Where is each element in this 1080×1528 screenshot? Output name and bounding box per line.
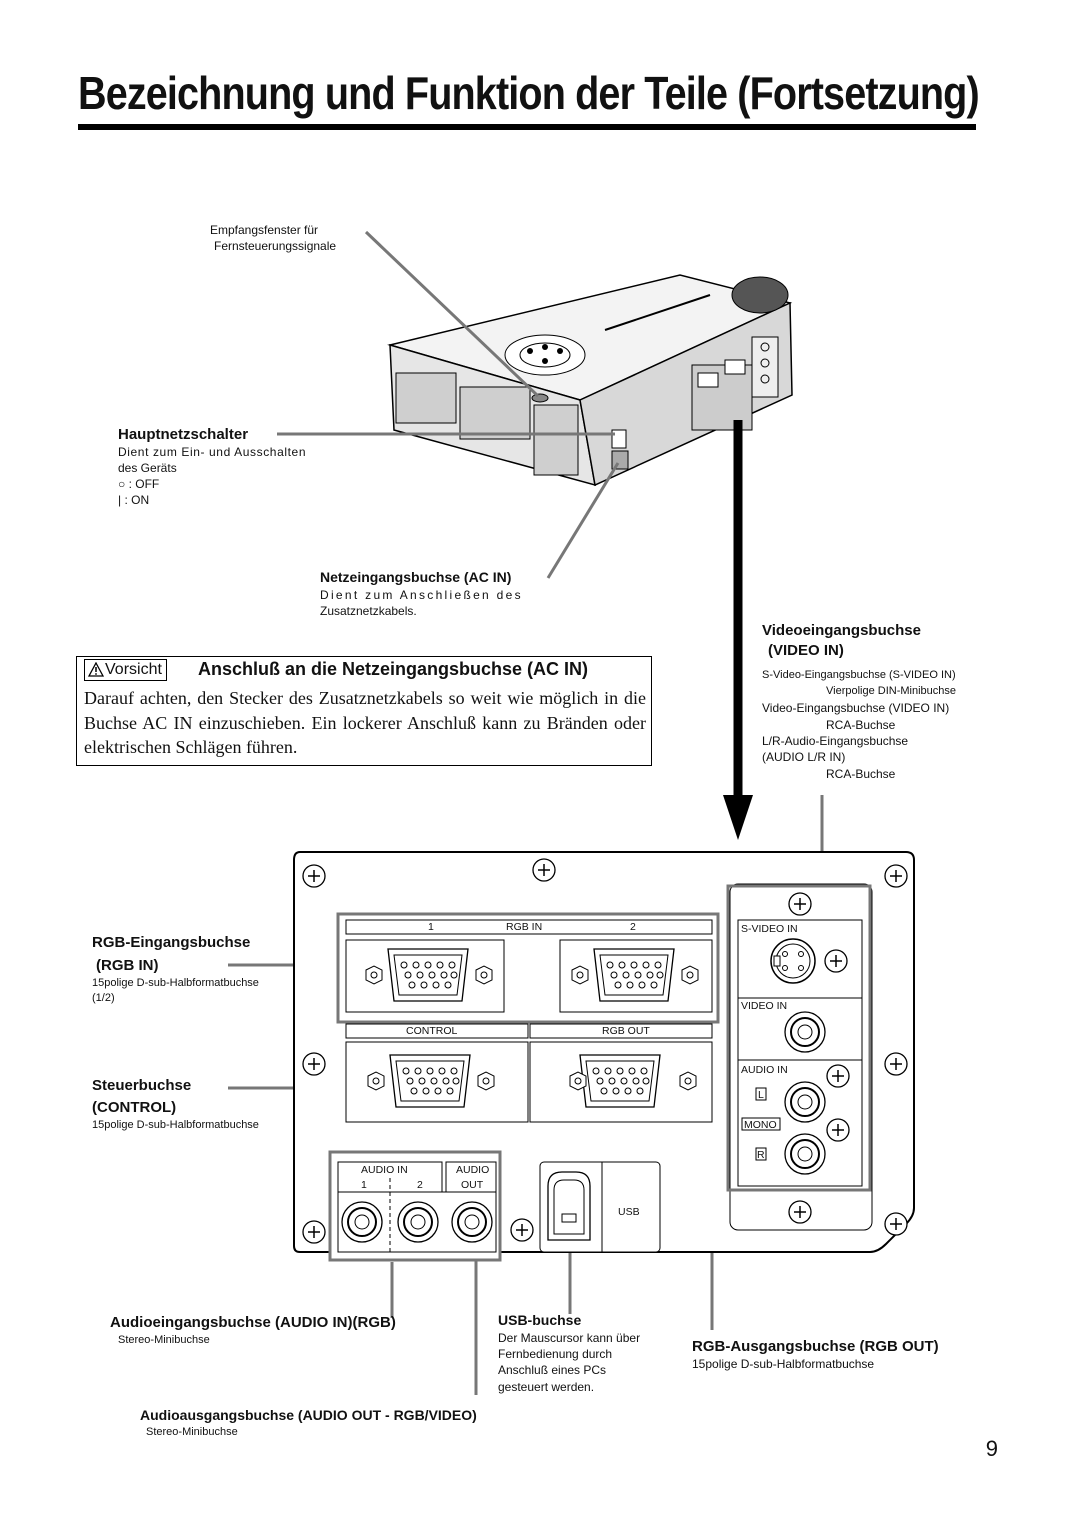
page-number: 9 (985, 1436, 998, 1461)
video-in-line-1: S-Video-Eingangsbuchse (S-VIDEO IN) (762, 669, 956, 681)
mono-label: MONO (744, 1119, 777, 1131)
audio-out-label-1: AUDIO (456, 1164, 490, 1176)
warning-body: Darauf achten, den Stecker des Zusatznetzkabels so weit wie möglich in die Buchse AC IN einzuschieben. Ein lockerer Anschluß kann zu Bränden oder elektrischen Schlägen führen. (84, 688, 646, 757)
warning-heading: Anschluß an die Netzeingangsbuchse (AC IN) (198, 659, 589, 679)
rgb-in-desc-2: (1/2) (92, 992, 115, 1004)
video-in-title-2: (VIDEO IN) (768, 642, 844, 659)
vorsicht-label: Vorsicht (105, 661, 162, 678)
ac-in-desc-2: Zusatznetzkabels. (320, 604, 417, 618)
rgb-in-title-1: RGB-Eingangsbuchse (92, 934, 251, 951)
audio-out-label-2: OUT (461, 1179, 484, 1191)
main-switch-title: Hauptnetzschalter (118, 426, 249, 443)
audio-in-1-label: 1 (361, 1179, 367, 1191)
connector-panel (290, 848, 920, 1268)
video-in-line-2: Vierpolige DIN-Minibuchse (826, 685, 957, 697)
control-title-1: Steuerbuchse (92, 1077, 192, 1094)
main-switch-off: ○ : OFF (118, 477, 160, 491)
usb-desc-4: gesteuert werden. (498, 1380, 595, 1394)
rgb-in-2-label: 2 (630, 921, 636, 933)
audio-out-title: Audioausgangsbuchse (AUDIO OUT - RGB/VIDEO) (140, 1407, 477, 1423)
usb-desc-3: Anschluß eines PCs (498, 1363, 607, 1377)
warning-triangle-icon (88, 662, 104, 677)
receiver-label-1: Empfangsfenster für (210, 223, 319, 237)
video-in-line-6: (AUDIO L/R IN) (762, 750, 846, 764)
audio-out-desc: Stereo-Minibuchse (146, 1426, 238, 1438)
rgb-in-desc-1: 15polige D-sub-Halbformatbuchse (92, 977, 259, 989)
r-label: R (757, 1149, 765, 1161)
rgb-out-title: RGB-Ausgangsbuchse (RGB OUT) (692, 1338, 939, 1355)
video-in-line-4: RCA-Buchse (826, 718, 896, 732)
rgb-out-label: RGB OUT (602, 1025, 650, 1037)
l-label: L (758, 1089, 764, 1101)
page-title: Bezeichnung und Funktion der Teile (Fortsetzung) (78, 67, 979, 119)
video-in-label: VIDEO IN (741, 1000, 788, 1012)
ac-in-desc-1: Dient zum Anschließen des (320, 588, 523, 602)
video-in-line-5: L/R-Audio-Eingangsbuchse (762, 734, 909, 748)
usb-panel-label: USB (618, 1206, 640, 1218)
rgb-in-1-label: 1 (428, 921, 434, 933)
video-in-title-1: Videoeingangsbuchse (762, 622, 921, 639)
audio-in-panel-label: AUDIO IN (361, 1164, 408, 1176)
rgb-in-title-2: (RGB IN) (96, 957, 159, 974)
video-in-line-3: Video-Eingangsbuchse (VIDEO IN) (762, 701, 950, 715)
usb-title: USB-buchse (498, 1312, 582, 1328)
main-switch-on: | : ON (118, 493, 150, 507)
audio-in-2-label: 2 (417, 1179, 423, 1191)
control-desc: 15polige D-sub-Halbformatbuchse (92, 1119, 259, 1131)
receiver-label-2: Fernsteuerungssignale (214, 239, 337, 253)
audio-in-desc: Stereo-Minibuchse (118, 1334, 210, 1346)
audio-in-video-label: AUDIO IN (741, 1064, 788, 1076)
usb-desc-1: Der Mauscursor kann über (498, 1331, 641, 1345)
ac-in-title: Netzeingangsbuchse (AC IN) (320, 569, 512, 585)
audio-in-title: Audioeingangsbuchse (AUDIO IN)(RGB) (110, 1314, 396, 1331)
rgb-out-desc: 15polige D-sub-Halbformatbuchse (692, 1357, 875, 1371)
usb-desc-2: Fernbedienung durch (498, 1347, 613, 1361)
video-in-line-7: RCA-Buchse (826, 767, 896, 781)
vorsicht-badge (84, 659, 167, 681)
main-switch-desc-1: Dient zum Ein- und Ausschalten (118, 445, 307, 459)
s-video-in-label: S-VIDEO IN (741, 923, 798, 935)
rgb-in-label: RGB IN (506, 921, 543, 933)
main-switch-desc-2: des Geräts (118, 461, 177, 475)
control-title-2: (CONTROL) (92, 1099, 177, 1116)
control-label: CONTROL (406, 1025, 458, 1037)
